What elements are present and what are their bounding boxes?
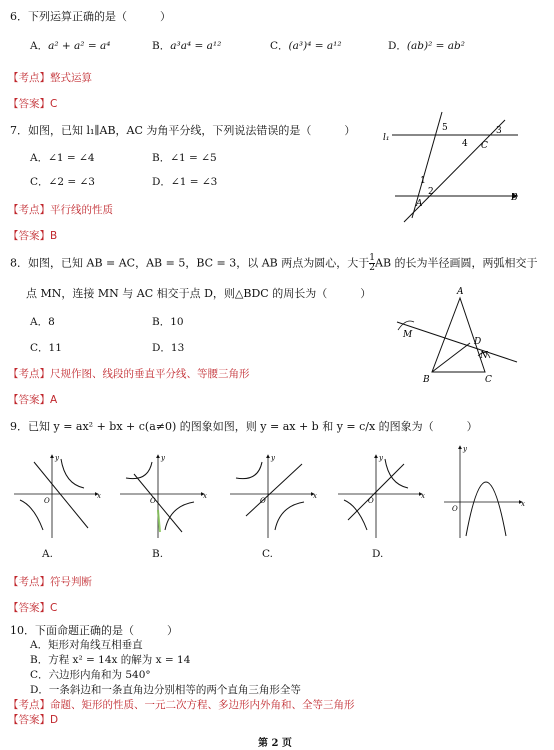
q7-label-5: 5 bbox=[442, 123, 448, 133]
q10-option-b: B．方程 x² = 14x 的解为 x = 14 bbox=[30, 654, 191, 666]
q9-graph-a bbox=[14, 454, 101, 538]
q7-label-4: 4 bbox=[462, 139, 468, 149]
svg-text:y: y bbox=[463, 445, 467, 453]
svg-text:O: O bbox=[368, 497, 374, 505]
svg-text:y: y bbox=[271, 454, 275, 462]
q9-answer: 【答案】C bbox=[8, 602, 58, 614]
svg-text:y: y bbox=[161, 454, 165, 462]
q7-label-b: B bbox=[511, 193, 518, 203]
q7-option-c: C．∠2 = ∠3 bbox=[30, 176, 95, 188]
svg-text:O: O bbox=[260, 497, 266, 505]
q7-answer: 【答案】B bbox=[8, 230, 58, 242]
q6-option-c: C．(a³)⁴ = a¹² bbox=[270, 40, 342, 52]
q7-label-c: C bbox=[481, 141, 488, 151]
svg-text:O: O bbox=[452, 505, 458, 513]
q9-parabola-graph bbox=[444, 445, 525, 538]
q7-option-a: A．∠1 = ∠4 bbox=[30, 152, 95, 164]
q7-option-d: D．∠1 = ∠3 bbox=[152, 176, 218, 188]
q7-label-a: A bbox=[416, 199, 423, 209]
svg-text:x: x bbox=[313, 492, 317, 500]
q8-stem-line2: 点 MN，连接 MN 与 AC 相交于点 D，则△BDC 的周长为（ ） bbox=[26, 287, 372, 300]
q8-label-n: N bbox=[480, 351, 488, 361]
svg-text:y: y bbox=[55, 454, 59, 462]
svg-text:y: y bbox=[379, 454, 383, 462]
q6-kaodian: 【考点】整式运算 bbox=[8, 72, 92, 84]
q8-kaodian: 【考点】尺规作图、线段的垂直平分线、等腰三角形 bbox=[8, 368, 250, 380]
q7-label-3: 3 bbox=[496, 126, 502, 136]
q6-option-b: B．a³a⁴ = a¹² bbox=[152, 40, 222, 52]
q9-kaodian: 【考点】符号判断 bbox=[8, 576, 92, 588]
q6-stem: 6．下列运算正确的是（ ） bbox=[10, 10, 171, 23]
q9-graph-b bbox=[120, 454, 207, 538]
q6-option-d: D．(ab)² = ab² bbox=[388, 40, 465, 52]
q10-option-c: C．六边形内角和为 540° bbox=[30, 669, 151, 681]
q7-label-2: 2 bbox=[428, 187, 434, 197]
svg-text:x: x bbox=[203, 492, 207, 500]
q8-option-b: B．10 bbox=[152, 316, 184, 328]
q8-label-d: D bbox=[474, 337, 482, 347]
q7-kaodian: 【考点】平行线的性质 bbox=[8, 204, 113, 216]
q10-option-a: A．矩形对角线互相垂直 bbox=[30, 639, 143, 651]
q6-answer: 【答案】C bbox=[8, 98, 58, 110]
q10-answer: 【答案】D bbox=[8, 714, 59, 726]
q7-label-l1: l₁ bbox=[383, 133, 390, 143]
q6-option-a: A．a² + a² = a⁴ bbox=[30, 40, 111, 52]
q8-fraction: $\frac{1}{2}$ bbox=[369, 253, 375, 273]
svg-text:x: x bbox=[97, 492, 101, 500]
q8-label-c: C bbox=[485, 375, 492, 385]
q7-option-b: B．∠1 = ∠5 bbox=[152, 152, 217, 164]
q8-label-m: M bbox=[403, 330, 413, 340]
page-number: 第 2 页 bbox=[258, 738, 292, 749]
q7-stem: 7．如图，已知 l₁∥AB，AC 为角平分线，下列说法错误的是（ ） bbox=[10, 124, 356, 137]
q9-stem: 9．已知 y = ax² + bx + c(a≠0) 的图象如图，则 y = ax + b 和 y = c/x 的图象为（ ） bbox=[10, 420, 478, 433]
q8-option-c: C．11 bbox=[30, 342, 62, 354]
q9-label-d: D. bbox=[372, 548, 384, 560]
q9-label-b: B. bbox=[152, 548, 164, 560]
svg-text:O: O bbox=[150, 497, 156, 505]
svg-text:x: x bbox=[521, 500, 525, 508]
q9-graph-d bbox=[338, 454, 425, 538]
q8-option-d: D．13 bbox=[152, 342, 185, 354]
q8-stem-line1: 8．如图，已知 AB = AC，AB = 5，BC = 3，以 AB 两点为圆心，大于 $\frac{1}{2}$ AB 的长为半径画圆，两弧相交于 bbox=[10, 253, 538, 273]
q9-graph-c bbox=[230, 454, 317, 538]
q9-label-a: A. bbox=[42, 548, 53, 560]
q10-stem: 10．下面命题正确的是（ ） bbox=[10, 624, 178, 637]
q10-kaodian: 【考点】命题、矩形的性质、一元二次方程、多边形内外角和、全等三角形 bbox=[8, 699, 355, 711]
q8-label-a: A bbox=[457, 287, 464, 297]
q8-label-b: B bbox=[423, 375, 430, 385]
q8-option-a: A．8 bbox=[30, 316, 55, 328]
q10-option-d: D．一条斜边和一条直角边分别相等的两个直角三角形全等 bbox=[30, 684, 301, 696]
q9-label-c: C. bbox=[262, 548, 273, 560]
q8-answer: 【答案】A bbox=[8, 394, 58, 406]
svg-text:O: O bbox=[44, 497, 50, 505]
svg-text:x: x bbox=[421, 492, 425, 500]
q7-label-1: 1 bbox=[420, 176, 426, 186]
